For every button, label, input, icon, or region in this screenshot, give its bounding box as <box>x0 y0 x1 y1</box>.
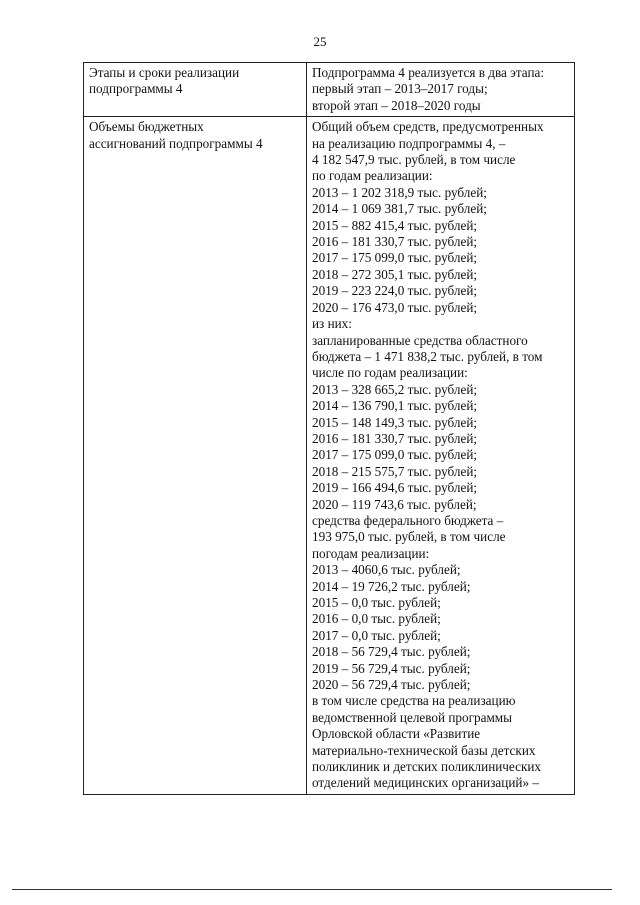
row-label-cell <box>84 63 307 117</box>
row-value-line: 2016 – 181 330,7 тыс. рублей; <box>312 234 478 250</box>
row-value-line: 2019 – 223 224,0 тыс. рублей; <box>312 283 478 299</box>
table-row <box>84 117 575 795</box>
row-value-line: бюджета – 1 471 838,2 тыс. рублей, в том <box>312 348 543 364</box>
row-value-line: запланированные средства областного <box>312 332 528 348</box>
row-value-line: Общий объем средств, предусмотренных <box>312 119 544 135</box>
row-value-line: отделений медицинских организаций» – <box>312 775 539 791</box>
row-value-line: 2014 – 136 790,1 тыс. рублей; <box>312 398 478 414</box>
row-value-line: 2019 – 166 494,6 тыс. рублей; <box>312 480 478 496</box>
row-value-line: поликлиник и детских поликлинических <box>312 759 542 775</box>
row-value-line: 2018 – 56 729,4 тыс. рублей; <box>312 644 471 660</box>
row-value-line: Подпрограмма 4 реализуется в два этапа: <box>312 65 545 80</box>
row-value-line: 2013 – 328 665,2 тыс. рублей; <box>312 381 478 397</box>
row-value-line: средства федерального бюджета – <box>312 512 504 528</box>
row-value-line: второй этап – 2018–2020 годы <box>312 97 481 113</box>
row-value-line: первый этап – 2013–2017 годы; <box>312 81 488 97</box>
row-value-line: на реализацию подпрограммы 4, – <box>312 135 506 151</box>
row-value-line: 2017 – 175 099,0 тыс. рублей; <box>312 250 478 266</box>
row-label-line: ассигнований подпрограммы 4 <box>89 135 263 151</box>
row-value-line: Орловской области «Развитие <box>312 726 481 742</box>
row-value-line: 2016 – 181 330,7 тыс. рублей; <box>312 430 478 446</box>
row-value-line: 193 975,0 тыс. рублей, в том числе <box>312 529 506 545</box>
row-value-line: 2020 – 119 743,6 тыс. рублей; <box>312 496 477 512</box>
row-value-line: ведомственной целевой программы <box>312 709 512 725</box>
row-label-line: подпрограммы 4 <box>89 81 183 97</box>
row-value-line: из них: <box>312 316 352 332</box>
page-number: 25 <box>313 34 327 49</box>
row-value-line: 2013 – 4060,6 тыс. рублей; <box>312 562 461 578</box>
row-value-line: 2014 – 1 069 381,7 тыс. рублей; <box>312 201 487 217</box>
row-value-line: 2018 – 272 305,1 тыс. рублей; <box>312 266 478 282</box>
row-value-line: 2018 – 215 575,7 тыс. рублей; <box>312 463 478 479</box>
row-value-line: числе по годам реализации: <box>312 365 468 381</box>
row-value-line: 2015 – 882 415,4 тыс. рублей; <box>312 217 478 233</box>
row-value-line: 2017 – 0,0 тыс. рублей; <box>312 627 441 643</box>
bottom-divider <box>12 889 612 890</box>
row-value-line: 2013 – 1 202 318,9 тыс. рублей; <box>312 184 487 200</box>
row-value-line: 2017 – 175 099,0 тыс. рублей; <box>312 447 478 463</box>
row-label-cell <box>84 117 307 795</box>
row-label-line: Объемы бюджетных <box>89 119 204 135</box>
row-value-line: 2015 – 0,0 тыс. рублей; <box>312 595 441 610</box>
row-value-line: 2015 – 148 149,3 тыс. рублей; <box>312 414 478 430</box>
row-value-line: в том числе средства на реализацию <box>312 693 516 709</box>
row-value-line: 2020 – 176 473,0 тыс. рублей; <box>312 299 478 315</box>
row-value-line: по годам реализации: <box>312 168 433 184</box>
row-value-line: 2014 – 19 726,2 тыс. рублей; <box>312 578 471 594</box>
row-value-line: 2019 – 56 729,4 тыс. рублей; <box>312 660 471 676</box>
row-value-cell <box>307 63 575 117</box>
row-value-line: 2016 – 0,0 тыс. рублей; <box>312 611 441 627</box>
subprogram-passport-table <box>83 62 575 795</box>
row-value-cell <box>307 117 575 795</box>
row-value-line: погодам реализации: <box>312 545 430 561</box>
row-value-line: 2020 – 56 729,4 тыс. рублей; <box>312 677 471 693</box>
row-label-line: Этапы и сроки реализации <box>89 65 240 80</box>
row-value-line: материально-технической базы детских <box>312 742 536 758</box>
row-value-line: 4 182 547,9 тыс. рублей, в том числе <box>312 152 516 168</box>
table-row <box>84 63 575 117</box>
